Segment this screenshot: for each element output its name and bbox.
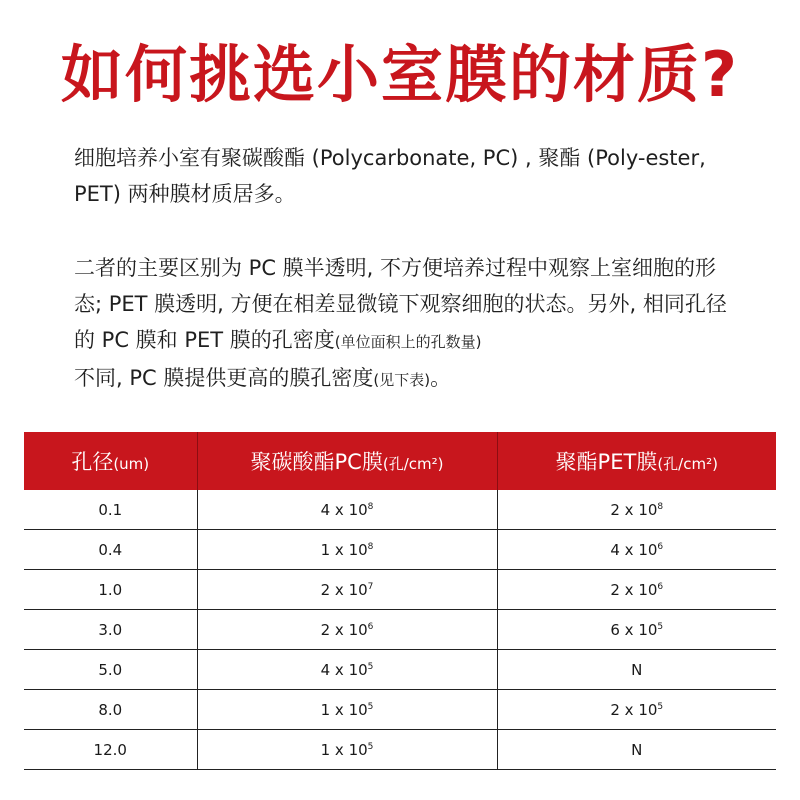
cell-pc-density: 1 x $10^5$ bbox=[197, 690, 497, 730]
header-pc-membrane bbox=[197, 432, 497, 490]
cell-pc-density: 4 x $10^5$ bbox=[197, 650, 497, 690]
pore-density-note: (单位面积上的孔数量) bbox=[334, 333, 482, 351]
cell-pore-size: 5.0 bbox=[24, 650, 197, 690]
see-table-note: (见下表) bbox=[373, 371, 431, 389]
header-unit: (孔/cm²) bbox=[657, 455, 718, 473]
pore-density-table bbox=[24, 432, 776, 770]
table-row bbox=[24, 730, 776, 770]
cell-pore-size: 8.0 bbox=[24, 690, 197, 730]
comparison-text-2: 不同, PC 膜提供更高的膜孔密度 bbox=[74, 366, 374, 390]
page-title: 如何挑选小室膜的材质? bbox=[61, 38, 739, 111]
cell-pore-size: 3.0 bbox=[24, 610, 197, 650]
table-row bbox=[24, 490, 776, 530]
cell-pc-density: 2 x $10^6$ bbox=[197, 610, 497, 650]
intro-paragraph: 细胞培养小室有聚碳酸酯 (Polycarbonate, PC) , 聚酯 (Poly-ester, PET) 两种膜材质居多。 bbox=[74, 146, 706, 206]
cell-pc-density: 4 x $10^8$ bbox=[197, 490, 497, 530]
table-row bbox=[24, 650, 776, 690]
table-row bbox=[24, 570, 776, 610]
table-row bbox=[24, 530, 776, 570]
sentence-end: 。 bbox=[430, 366, 452, 390]
cell-pet-density: N bbox=[497, 650, 776, 690]
cell-pet-density: 6 x $10^5$ bbox=[497, 610, 776, 650]
cell-pore-size: 0.4 bbox=[24, 530, 197, 570]
header-label: 聚碳酸酯PC膜 bbox=[250, 450, 383, 474]
cell-pet-density: 2 x $10^6$ bbox=[497, 570, 776, 610]
header-unit: (孔/cm²) bbox=[382, 455, 444, 473]
cell-pc-density: 2 x $10^7$ bbox=[197, 570, 497, 610]
cell-pc-density: 1 x $10^5$ bbox=[197, 730, 497, 770]
cell-pet-density: 2 x $10^8$ bbox=[497, 490, 776, 530]
header-label: 聚酯PET膜 bbox=[555, 450, 658, 474]
header-unit: (um) bbox=[113, 455, 150, 473]
header-pore-size bbox=[24, 432, 197, 490]
cell-pet-density: 4 x $10^6$ bbox=[497, 530, 776, 570]
table-row bbox=[24, 690, 776, 730]
cell-pet-density: 2 x $10^5$ bbox=[497, 690, 776, 730]
header-pet-membrane bbox=[497, 432, 776, 490]
comparison-paragraph bbox=[74, 250, 734, 398]
cell-pc-density: 1 x $10^8$ bbox=[197, 530, 497, 570]
header-label: 孔径 bbox=[71, 450, 114, 474]
cell-pore-size: 1.0 bbox=[24, 570, 197, 610]
comparison-text-1: 二者的主要区别为 PC 膜半透明, 不方便培养过程中观察上室细胞的形态; PET 膜透明, 方便在相差显微镜下观察细胞的状态。另外, 相同孔径的 PC 膜和 PET 膜的孔密度 bbox=[74, 256, 727, 352]
cell-pore-size: 12.0 bbox=[24, 730, 197, 770]
table-row bbox=[24, 610, 776, 650]
cell-pet-density: N bbox=[497, 730, 776, 770]
cell-pore-size: 0.1 bbox=[24, 490, 197, 530]
table-header-row bbox=[24, 432, 776, 490]
